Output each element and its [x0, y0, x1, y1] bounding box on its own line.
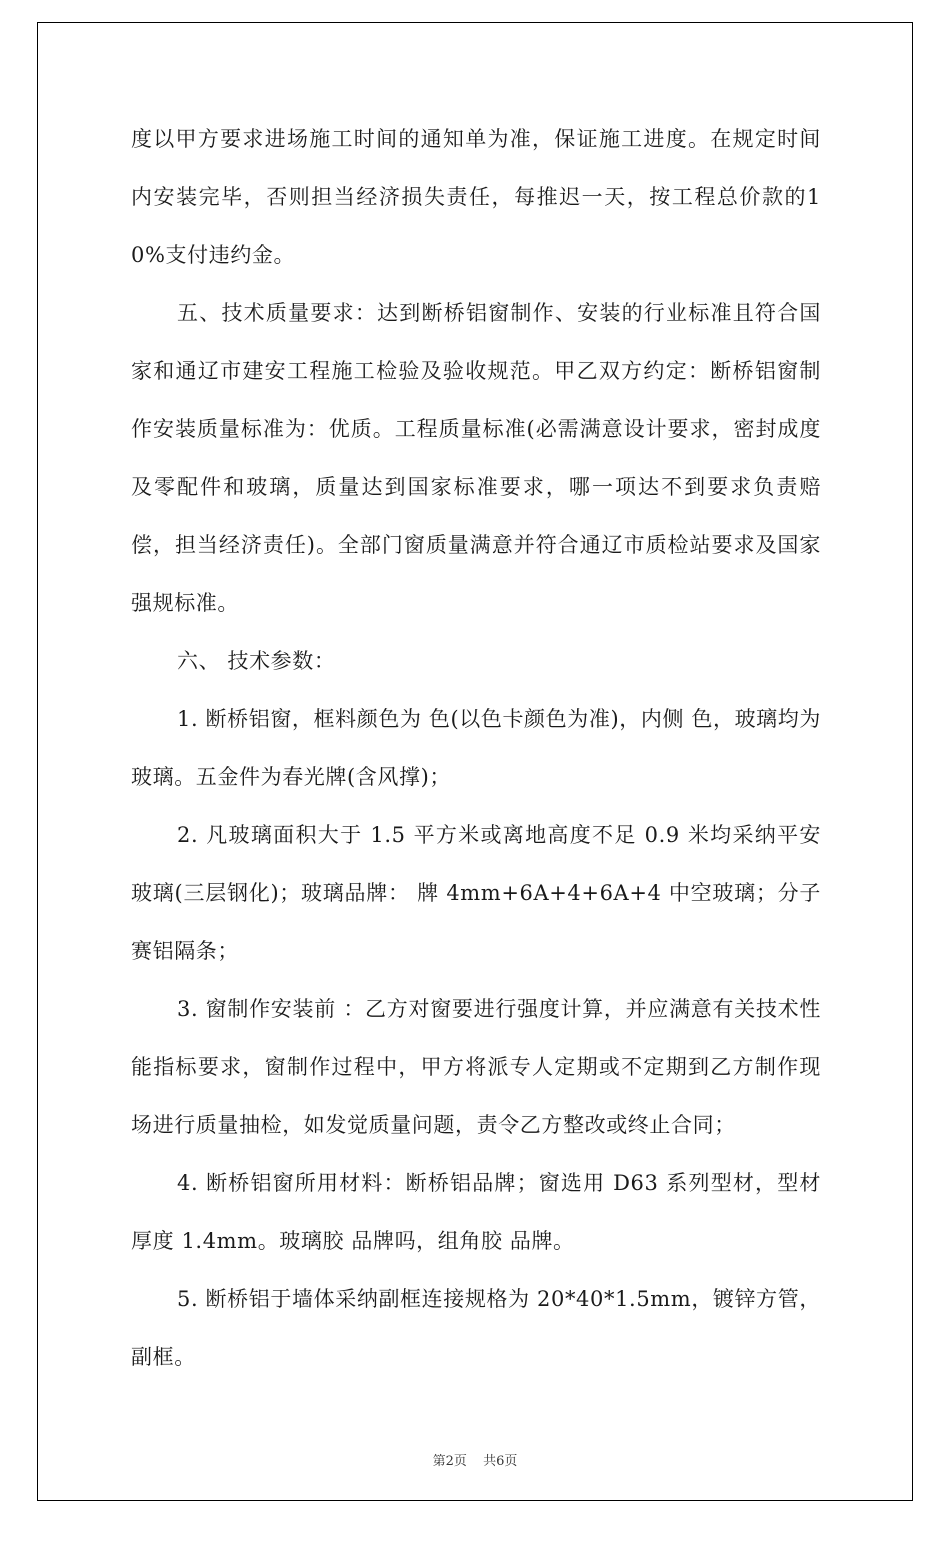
- page-footer: [0, 1450, 950, 1469]
- paragraph-param-1: 1. 断桥铝窗，框料颜色为 色(以色卡颜色为准)，内侧 色，玻璃均为 玻璃。五金件为春光牌(含风撑)；: [131, 707, 821, 789]
- paragraph-quality-requirements: 五、技术质量要求：达到断桥铝窗制作、安装的行业标准且符合国家和通辽市建安工程施工检验及验收规范。甲乙双方约定：断桥铝窗制作安装质量标准为：优质。工程质量标准(必需满意设计要求，密封成度及零配件和玻璃，质量达到国家标准要求，哪一项达不到要求负责赔偿，担当经济责任)。全部门窗质量满意并符合通辽市质检站要求及国家强规标准。: [131, 301, 821, 615]
- paragraph-continuation: 度以甲方要求进场施工时间的通知单为准，保证施工进度。在规定时间内安装完毕，否则担当经济损失责任，每推迟一天，按工程总价款的10%支付违约金。: [131, 127, 821, 267]
- paragraph-param-4: 4. 断桥铝窗所用材料：断桥铝品牌；窗选用 D63 系列型材，型材厚度 1.4mm。玻璃胶 品牌吗，组角胶 品牌。: [131, 1171, 821, 1253]
- paragraph-tech-params-heading: 六、 技术参数：: [177, 649, 336, 673]
- paragraph-param-2: 2. 凡玻璃面积大于 1.5 平方米或离地高度不足 0.9 米均采纳平安玻璃(三层钢化)；玻璃品牌： 牌 4mm+6A+4+6A+4 中空玻璃；分子赛铝隔条；: [131, 823, 821, 963]
- page-total: 共6页: [483, 1454, 518, 1469]
- page-number: 第2页: [432, 1454, 467, 1469]
- paragraph-param-5: 5. 断桥铝于墙体采纳副框连接规格为 20*40*1.5mm，镀锌方管，副框。: [131, 1287, 821, 1369]
- document-body: [131, 110, 821, 1386]
- paragraph-param-3: 3. 窗制作安装前 ：乙方对窗要进行强度计算，并应满意有关技术性能指标要求，窗制作过程中，甲方将派专人定期或不定期到乙方制作现场进行质量抽检，如发觉质量问题，责令乙方整改或终止合同；: [131, 997, 821, 1137]
